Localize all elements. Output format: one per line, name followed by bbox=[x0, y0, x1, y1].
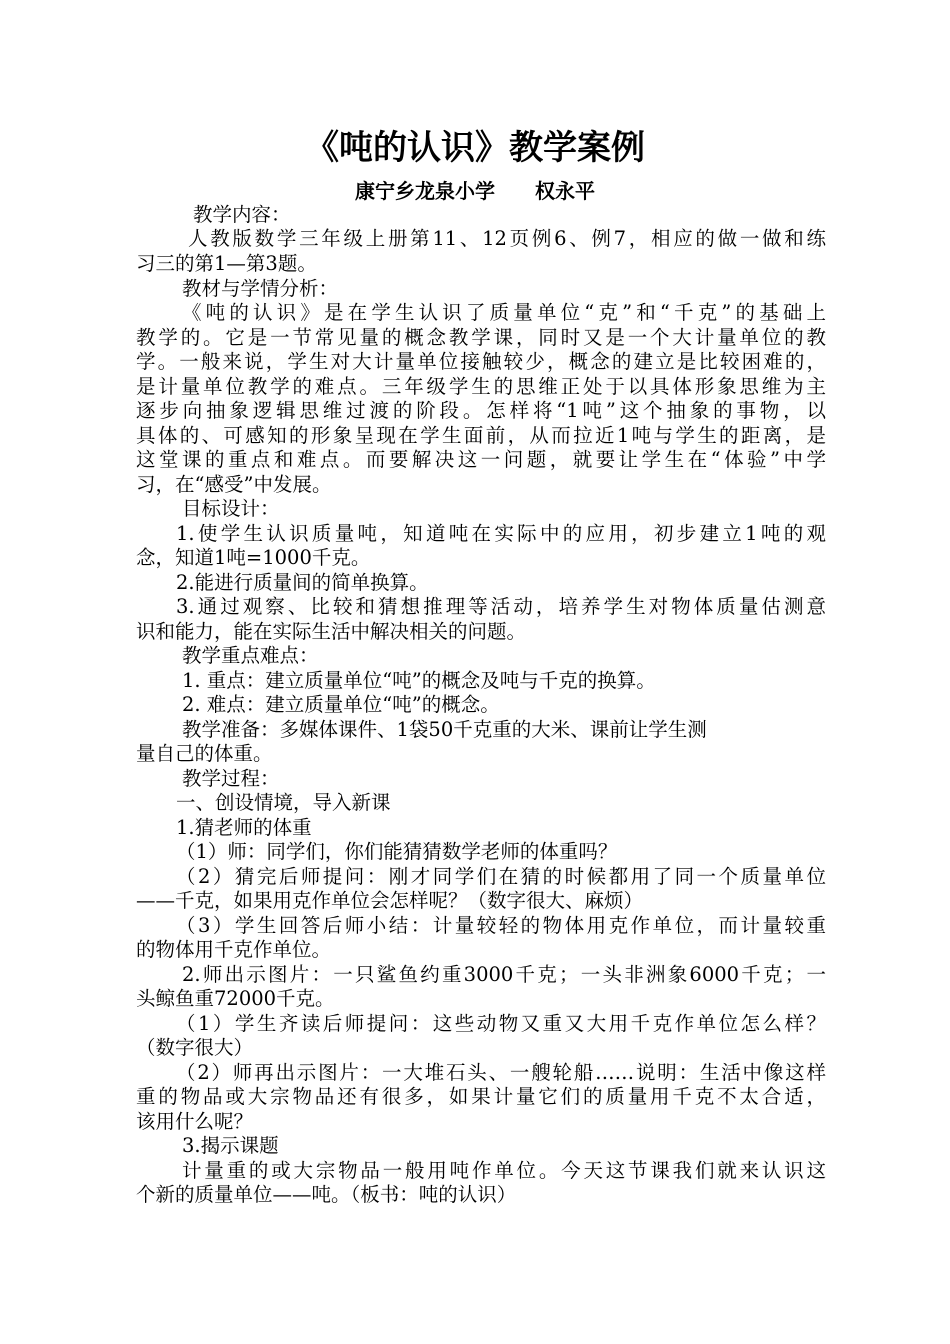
paragraph-line: （3）学生回答后师小结：计量较轻的物体用克作单位，而计量较重 bbox=[176, 914, 826, 937]
paragraph-line: 该用什么呢？ bbox=[136, 1110, 254, 1133]
section-heading-process: 教学过程： bbox=[182, 767, 280, 790]
paragraph-line: （2）猜完后师提问：刚才同学们在猜的时候都用了同一个质量单位 bbox=[176, 865, 826, 888]
paragraph-line: 习，在“感受”中发展。 bbox=[136, 473, 332, 496]
paragraph-line: 3.通过观察、比较和猜想推理等活动，培养学生对物体质量估测意 bbox=[176, 595, 826, 618]
paragraph-line: 教学准备：多媒体课件、1袋50千克重的大米、课前让学生测 bbox=[182, 718, 707, 741]
paragraph-line: （1）师：同学们，你们能猜猜数学老师的体重吗？ bbox=[176, 840, 618, 863]
paragraph-line: 头鲸鱼重72000千克。 bbox=[136, 987, 335, 1010]
paragraph-line: 2.能进行质量间的简单换算。 bbox=[176, 571, 429, 594]
section-heading-key-points: 教学重点难点： bbox=[182, 644, 319, 667]
paragraph-line: 是计量单位教学的难点。三年级学生的思维正处于以具体形象思维为主 bbox=[136, 375, 826, 398]
paragraph-line: 学。一般来说，学生对大计量单位接触较少，概念的建立是比较困难的， bbox=[136, 350, 826, 373]
paragraph-line: ——千克，如果用克作单位会怎样呢？（数字很大、麻烦） bbox=[136, 889, 644, 912]
paragraph-line: 3.揭示课题 bbox=[182, 1134, 279, 1157]
paragraph-line: 重的物品或大宗物品还有很多，如果计量它们的质量用千克不太合适， bbox=[136, 1085, 826, 1108]
paragraph-line: 人教版数学三年级上册第11、12页例6、例7，相应的做一做和练 bbox=[188, 227, 826, 250]
paragraph-line: （1）学生齐读后师提问：这些动物又重又大用千克作单位怎么样？ bbox=[176, 1012, 826, 1035]
paragraph-line: 识和能力，能在实际生活中解决相关的问题。 bbox=[136, 620, 527, 643]
section-heading-content: 教学内容： bbox=[193, 203, 291, 226]
paragraph-line: 2.师出示图片：一只鲨鱼约重3000千克；一头非洲象6000千克；一 bbox=[182, 963, 826, 986]
section-heading-analysis: 教材与学情分析： bbox=[182, 277, 339, 300]
paragraph-line: 个新的质量单位——吨。（板书：吨的认识） bbox=[136, 1183, 517, 1206]
subsection-heading: 一、创设情境，导入新课 bbox=[176, 791, 391, 814]
paragraph-line: （数字很大） bbox=[136, 1036, 254, 1059]
paragraph-line: 这堂课的重点和难点。而要解决这一问题，就要让学生在“体验”中学 bbox=[136, 448, 826, 471]
paragraph-line: 1.猜老师的体重 bbox=[176, 816, 312, 839]
document-title: 《吨的认识》教学案例 bbox=[305, 128, 645, 168]
author-byline: 康宁乡龙泉小学 权永平 bbox=[355, 179, 595, 203]
paragraph-line: 教学的。它是一节常见量的概念教学课，同时又是一个大计量单位的教 bbox=[136, 326, 826, 349]
section-heading-goals: 目标设计： bbox=[182, 497, 280, 520]
paragraph-line: 计量重的或大宗物品一般用吨作单位。今天这节课我们就来认识这 bbox=[182, 1159, 826, 1182]
paragraph-line: 习三的第1—第3题。 bbox=[136, 252, 317, 275]
paragraph-line: 量自己的体重。 bbox=[136, 742, 273, 765]
paragraph-line: 的物体用千克作单位。 bbox=[136, 938, 332, 961]
paragraph-line: 1. 重点：建立质量单位“吨”的概念及吨与千克的换算。 bbox=[182, 669, 656, 692]
paragraph-line: 2. 难点：建立质量单位“吨”的概念。 bbox=[182, 693, 500, 716]
paragraph-line: 念，知道1吨=1000千克。 bbox=[136, 546, 371, 569]
paragraph-line: 具体的、可感知的形象呈现在学生面前，从而拉近1吨与学生的距离，是 bbox=[136, 424, 826, 447]
paragraph-line: 逐步向抽象逻辑思维过渡的阶段。怎样将“1吨”这个抽象的事物，以 bbox=[136, 399, 826, 422]
paragraph-line: （2）师再出示图片：一大堆石头、一艘轮船……说明：生活中像这样 bbox=[176, 1061, 826, 1084]
paragraph-line: 1.使学生认识质量吨，知道吨在实际中的应用，初步建立1吨的观 bbox=[176, 522, 826, 545]
paragraph-line: 《吨的认识》是在学生认识了质量单位“克”和“千克”的基础上 bbox=[182, 301, 826, 324]
